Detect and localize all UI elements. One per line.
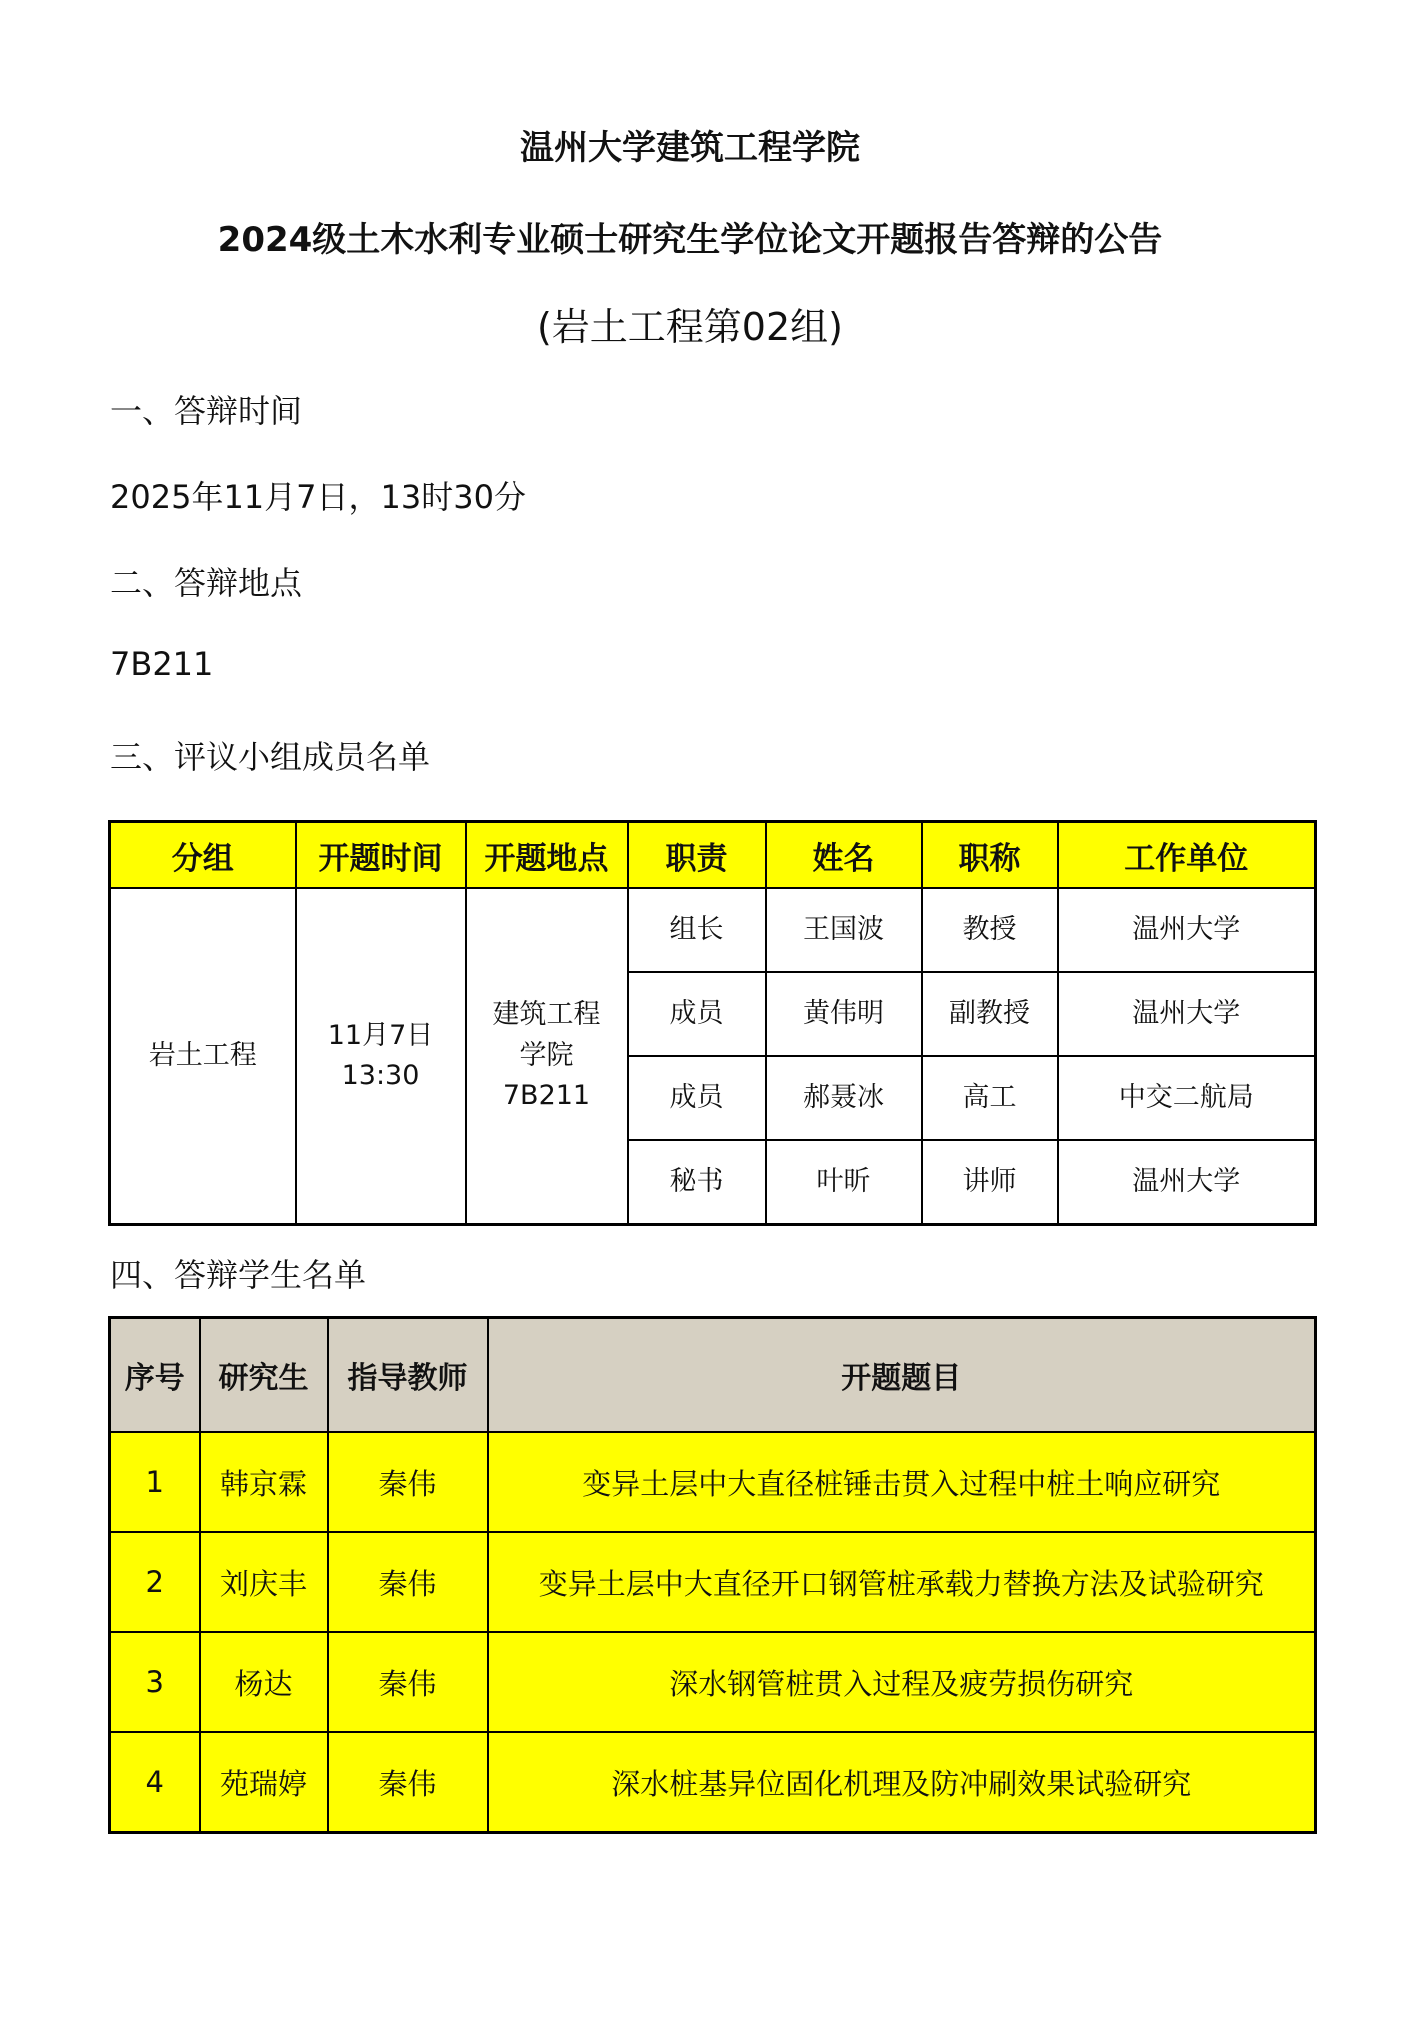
unit-cell: 温州大学: [1058, 972, 1316, 1056]
table-row: [110, 1432, 1316, 1532]
time-date: 11月7日: [327, 1019, 434, 1051]
group-label: (岩土工程第02组): [536, 305, 843, 349]
place-line: 建筑工程: [492, 999, 601, 1031]
role-cell: 秘书: [628, 1140, 766, 1225]
group-cell: 岩土工程: [110, 888, 296, 1225]
defense-place: 7B211: [110, 645, 214, 683]
column-header: 指导教师: [328, 1318, 488, 1433]
table-row: [110, 1632, 1316, 1732]
topic-cell: 深水桩基异位固化机理及防冲刷效果试验研究: [488, 1732, 1316, 1833]
section-heading-committee: 三、评议小组成员名单: [110, 738, 431, 776]
index-cell: 1: [110, 1432, 200, 1532]
committee-header-row: [110, 822, 1316, 889]
column-header: 开题地点: [466, 822, 628, 889]
topic-cell: 变异土层中大直径桩锤击贯入过程中桩土响应研究: [488, 1432, 1316, 1532]
committee-table: [108, 820, 1317, 1226]
student-cell: 苑瑞婷: [200, 1732, 328, 1833]
unit-cell: 温州大学: [1058, 1140, 1316, 1225]
name-cell: 黄伟明: [766, 972, 922, 1056]
advisor-cell: 秦伟: [328, 1432, 488, 1532]
index-cell: 3: [110, 1632, 200, 1732]
name-cell: 郝聂冰: [766, 1056, 922, 1140]
role-cell: 成员: [628, 972, 766, 1056]
time-clock: 13:30: [341, 1060, 420, 1091]
unit-cell: 温州大学: [1058, 888, 1316, 972]
table-row: [110, 1732, 1316, 1833]
table-row: [110, 888, 1316, 972]
place-line: 学院: [519, 1039, 574, 1071]
advisor-cell: 秦伟: [328, 1532, 488, 1632]
section-heading-time: 一、答辩时间: [110, 392, 303, 430]
student-cell: 韩京霖: [200, 1432, 328, 1532]
title-cell: 教授: [922, 888, 1058, 972]
title-cell: 高工: [922, 1056, 1058, 1140]
index-cell: 2: [110, 1532, 200, 1632]
student-cell: 刘庆丰: [200, 1532, 328, 1632]
page-subtitle: 2024级土木水利专业硕士研究生学位论文开题报告答辩的公告: [217, 220, 1163, 260]
column-header: 开题题目: [488, 1318, 1316, 1433]
section-heading-students: 四、答辩学生名单: [110, 1256, 367, 1294]
student-cell: 杨达: [200, 1632, 328, 1732]
place-line: 7B211: [502, 1080, 591, 1112]
title-cell: 副教授: [922, 972, 1058, 1056]
table-row: [110, 1532, 1316, 1632]
column-header: 研究生: [200, 1318, 328, 1433]
column-header: 分组: [110, 822, 296, 889]
name-cell: 叶昕: [766, 1140, 922, 1225]
column-header: 职称: [922, 822, 1058, 889]
name-cell: 王国波: [766, 888, 922, 972]
topic-cell: 变异土层中大直径开口钢管桩承载力替换方法及试验研究: [488, 1532, 1316, 1632]
page-title: 温州大学建筑工程学院: [520, 128, 860, 168]
advisor-cell: 秦伟: [328, 1732, 488, 1833]
advisor-cell: 秦伟: [328, 1632, 488, 1732]
column-header: 姓名: [766, 822, 922, 889]
column-header: 开题时间: [296, 822, 466, 889]
index-cell: 4: [110, 1732, 200, 1833]
students-table: [108, 1316, 1317, 1834]
column-header: 序号: [110, 1318, 200, 1433]
students-header-row: [110, 1318, 1316, 1433]
title-cell: 讲师: [922, 1140, 1058, 1225]
role-cell: 组长: [628, 888, 766, 972]
place-cell: [466, 888, 628, 1225]
time-cell: [296, 888, 466, 1225]
column-header: 职责: [628, 822, 766, 889]
unit-cell: 中交二航局: [1058, 1056, 1316, 1140]
defense-time: 2025年11月7日，13时30分: [110, 478, 526, 516]
role-cell: 成员: [628, 1056, 766, 1140]
column-header: 工作单位: [1058, 822, 1316, 889]
section-heading-place: 二、答辩地点: [110, 564, 303, 602]
topic-cell: 深水钢管桩贯入过程及疲劳损伤研究: [488, 1632, 1316, 1732]
